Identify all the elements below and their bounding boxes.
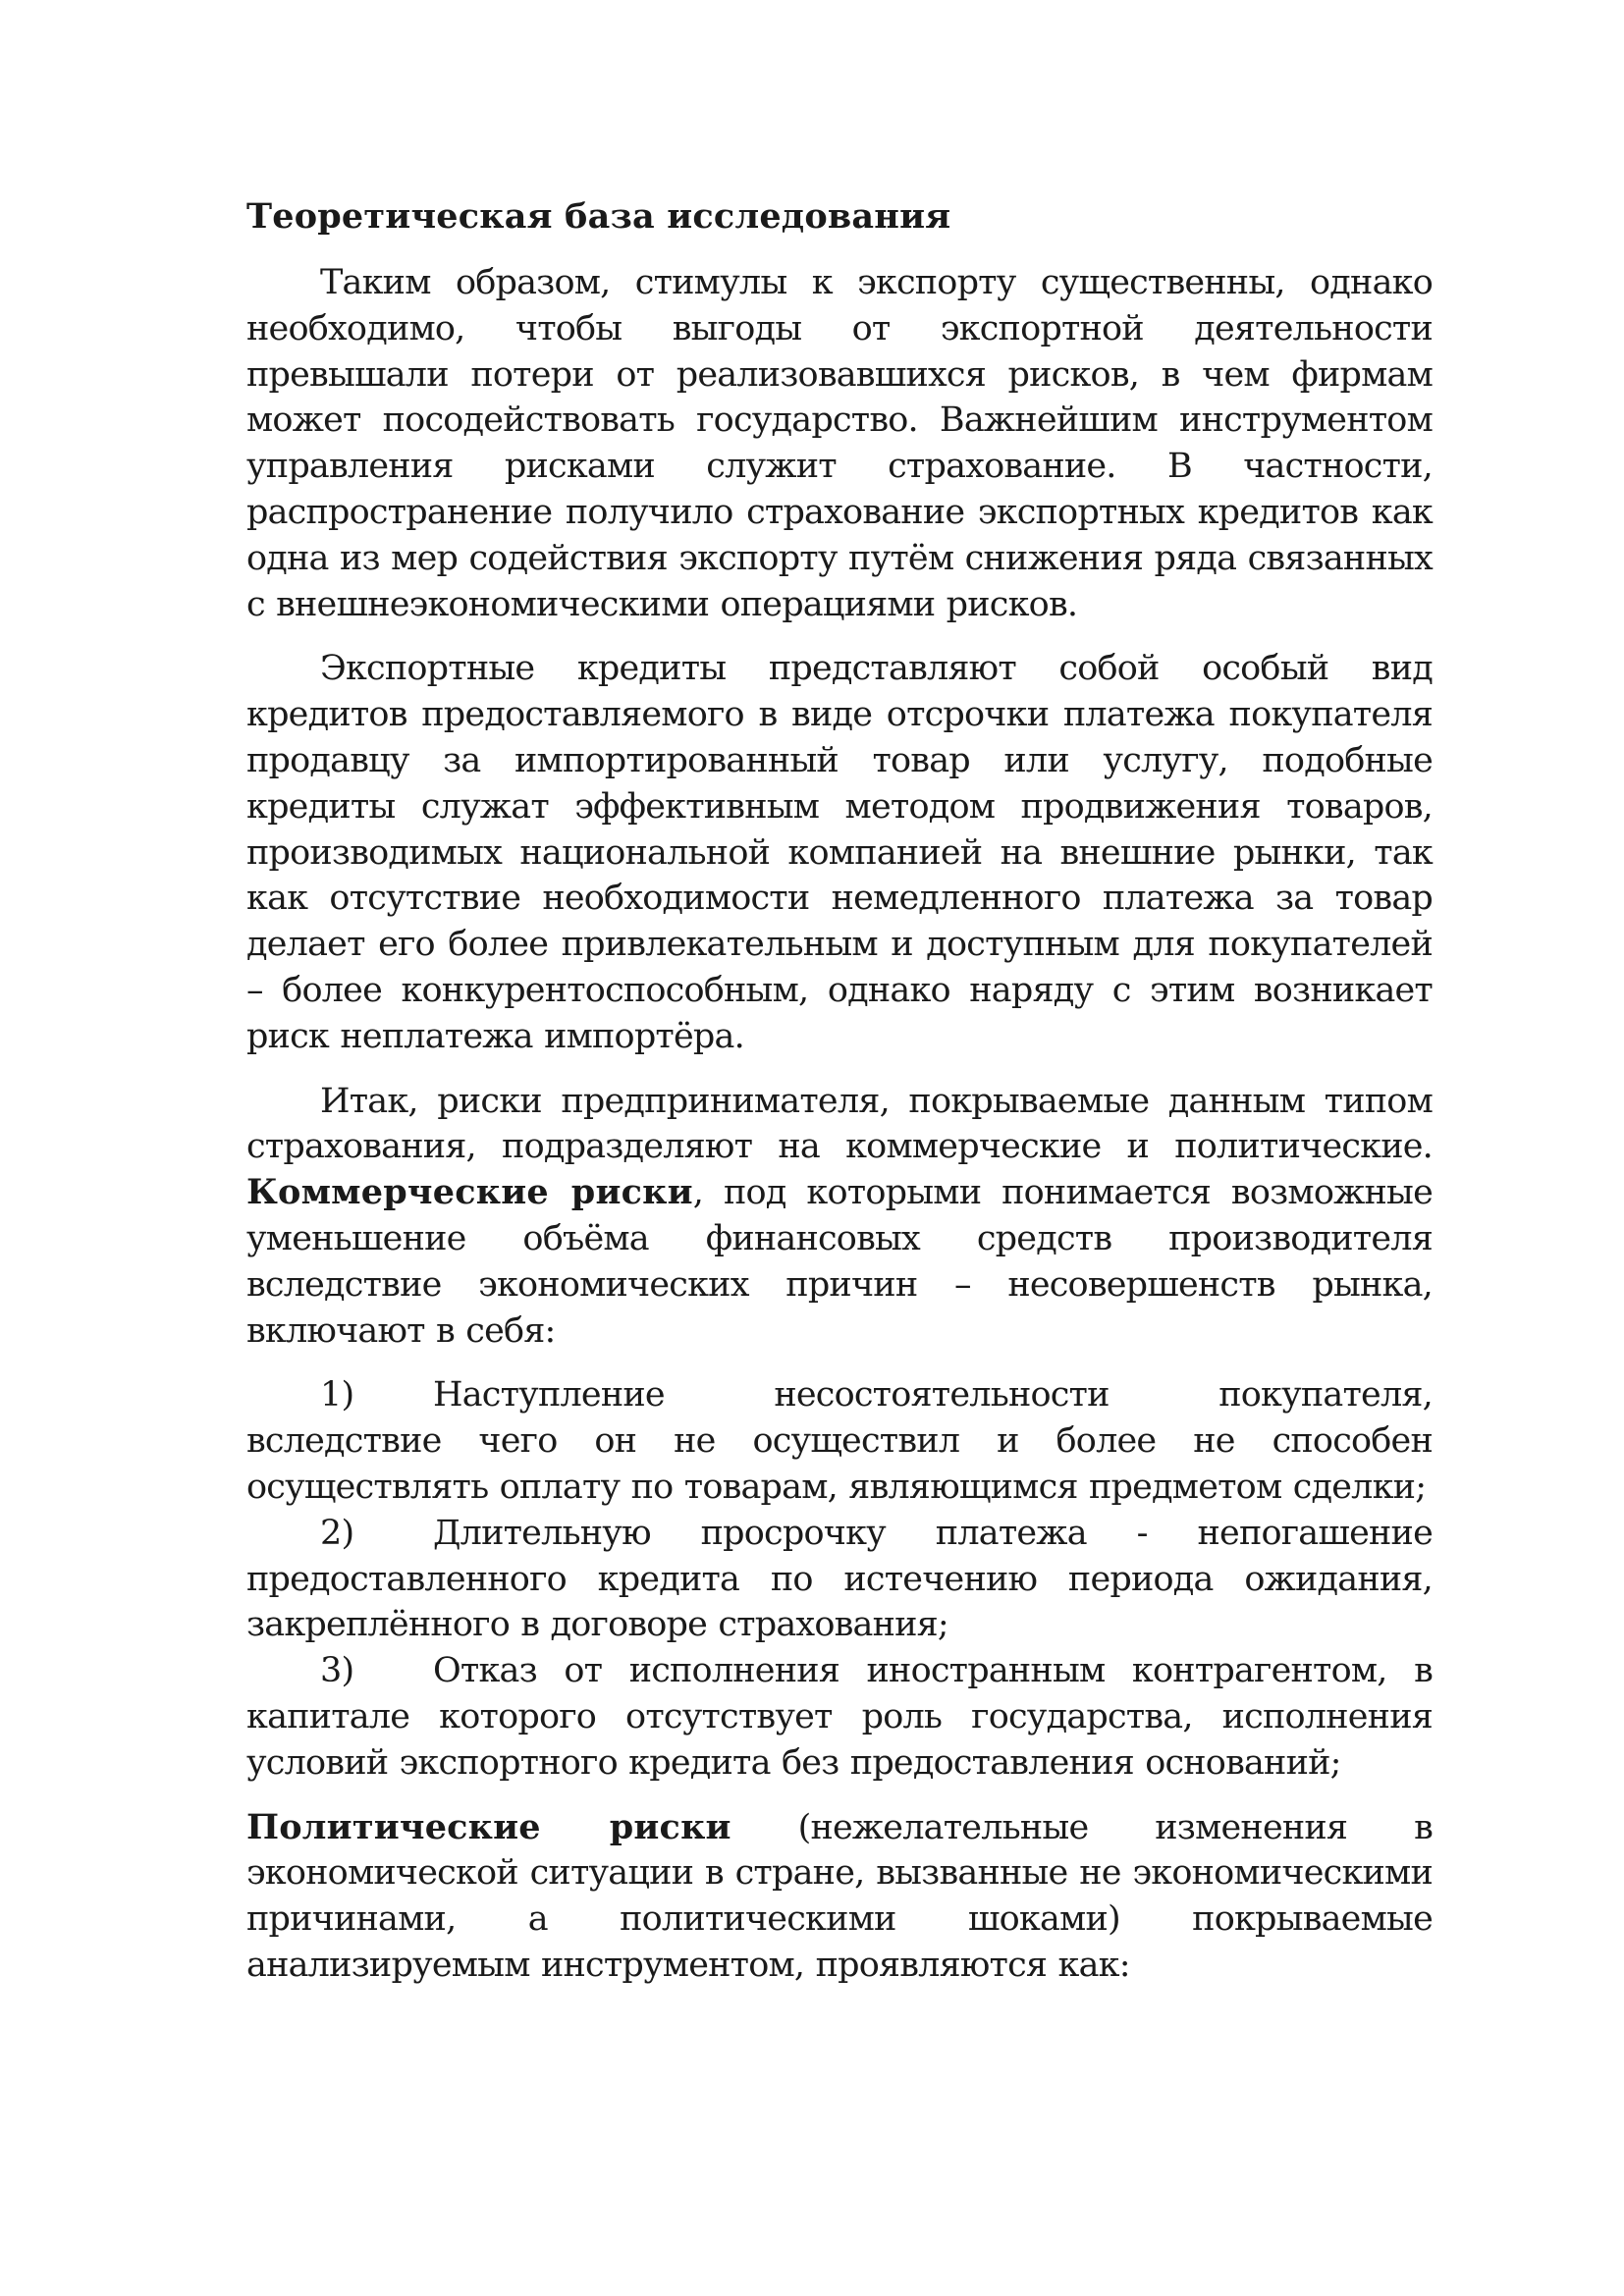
list-item-number: 2) — [320, 1513, 354, 1553]
paragraph-risk-types — [246, 1079, 1433, 1355]
document-page — [246, 194, 1433, 2007]
paragraph-export-credits: Экспортные кредиты представляют собой особый вид кредитов предоставляемого в виде отсрочки платежа покупателя продавцу за импортированный товар или услугу, подобные кредиты служат эффективным методом продвижения товаров, производимых национальной компанией на внешние рынки, так как отсутствие необходимости немедленного платежа за товар делает его более привлекательным и доступным для покупателей – более конкурентоспособным, однако наряду с этим возникает риск неплатежа импортёра. — [246, 649, 1433, 1056]
list-item — [246, 1511, 1433, 1648]
list-item-number: 3) — [320, 1651, 354, 1691]
commercial-risks-list — [246, 1372, 1433, 1786]
list-item-text: Наступление несостоятельности покупателя, вследствие чего он не осуществил и более не способен осуществлять оплату по товарам, являющимся предметом сделки; — [246, 1375, 1433, 1507]
list-item — [246, 1372, 1433, 1510]
paragraph-political-risks-text: (нежелательные изменения в экономической ситуации в стране, вызванные не экономическими причинами, а политическими шоками) покрываемые анализируемым инструментом, проявляются как: — [246, 1807, 1433, 1985]
term-commercial-risks: Коммерческие риски — [246, 1172, 693, 1213]
paragraph-political-risks — [246, 1805, 1433, 1989]
list-item-text: Отказ от исполнения иностранным контрагентом, в капитале которого отсутствует роль государства, исполнения условий экспортного кредита без предоставления оснований; — [246, 1651, 1433, 1783]
section-heading: Теоретическая база исследования — [246, 196, 951, 237]
paragraph-risk-types-continuation: , под которыми понимается возможные уменьшение объёма финансовых средств производителя вследствие экономических причин – несовершенств рынка, включают в себя: — [246, 1173, 1433, 1351]
list-item-text: Длительную просрочку платежа - непогашение предоставленного кредита по истечению периода ожидания, закреплённого в договоре страхования; — [246, 1513, 1433, 1645]
paragraph-risk-types-text: Итак, риски предпринимателя, покрываемые данным типом страхования, подразделяют на коммерческие и политические. — [246, 1081, 1433, 1167]
term-political-risks: Политические риски — [246, 1806, 731, 1847]
list-item — [246, 1648, 1433, 1786]
list-item-number: 1) — [320, 1375, 354, 1415]
paragraph-export-incentives: Таким образом, стимулы к экспорту существенны, однако необходимо, чтобы выгоды от экспортной деятельности превышали потери от реализовавшихся рисков, в чем фирмам может посодействовать государство. Важнейшим инструментом управления рисками служит страхование. В частности, распространение получило страхование экспортных кредитов как одна из мер содействия экспорту путём снижения ряда связанных с внешнеэкономическими операциями рисков. — [246, 263, 1433, 624]
